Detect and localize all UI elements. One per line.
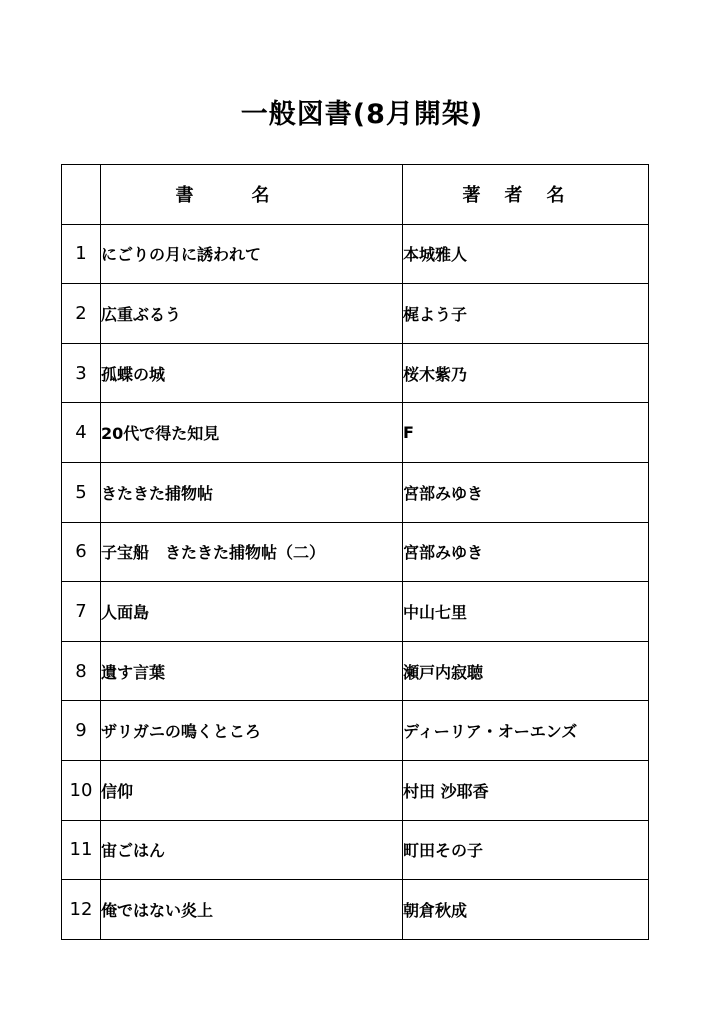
row-number: 7 xyxy=(62,582,101,642)
row-number: 12 xyxy=(62,880,101,940)
row-number: 2 xyxy=(62,284,101,344)
table-row xyxy=(62,284,649,344)
book-title: きたきた捕物帖 xyxy=(101,462,403,522)
table-row xyxy=(62,641,649,701)
book-title: 俺ではない炎上 xyxy=(101,880,403,940)
book-author: ディーリア・オーエンズ xyxy=(403,701,649,761)
book-author: 町田その子 xyxy=(403,820,649,880)
book-author: 宮部みゆき xyxy=(403,462,649,522)
book-author: 中山七里 xyxy=(403,582,649,642)
row-number: 5 xyxy=(62,462,101,522)
book-title: 信仰 xyxy=(101,760,403,820)
table-row xyxy=(62,224,649,284)
book-author: 桜木紫乃 xyxy=(403,343,649,403)
table-row xyxy=(62,880,649,940)
book-author: 梶よう子 xyxy=(403,284,649,344)
book-title: 広重ぶるう xyxy=(101,284,403,344)
book-title: 孤蝶の城 xyxy=(101,343,403,403)
row-number: 1 xyxy=(62,224,101,284)
book-title: ザリガニの鳴くところ xyxy=(101,701,403,761)
book-author: 瀬戸内寂聴 xyxy=(403,641,649,701)
header-author: 著者名 xyxy=(403,165,649,225)
row-number: 6 xyxy=(62,522,101,582)
row-number: 8 xyxy=(62,641,101,701)
table-row xyxy=(62,760,649,820)
table-row xyxy=(62,582,649,642)
header-book-title: 書名 xyxy=(101,165,403,225)
book-author: F xyxy=(403,403,649,463)
row-number: 10 xyxy=(62,760,101,820)
table-header-row xyxy=(62,165,649,225)
table-row xyxy=(62,343,649,403)
book-list-table xyxy=(61,164,649,940)
row-number: 9 xyxy=(62,701,101,761)
row-number: 3 xyxy=(62,343,101,403)
book-author: 本城雅人 xyxy=(403,224,649,284)
book-title: 宙ごはん xyxy=(101,820,403,880)
row-number: 11 xyxy=(62,820,101,880)
book-title: 20代で得た知見 xyxy=(101,403,403,463)
book-title: 人面島 xyxy=(101,582,403,642)
table-row xyxy=(62,462,649,522)
book-title: 遺す言葉 xyxy=(101,641,403,701)
book-author: 村田 沙耶香 xyxy=(403,760,649,820)
header-number xyxy=(62,165,101,225)
book-title: 子宝船 きたきた捕物帖（二） xyxy=(101,522,403,582)
row-number: 4 xyxy=(62,403,101,463)
table-row xyxy=(62,820,649,880)
table-row xyxy=(62,522,649,582)
book-author: 宮部みゆき xyxy=(403,522,649,582)
table-row xyxy=(62,403,649,463)
book-author: 朝倉秋成 xyxy=(403,880,649,940)
page-title: 一般図書(8月開架) xyxy=(240,99,484,130)
table-row xyxy=(62,701,649,761)
book-title: にごりの月に誘われて xyxy=(101,224,403,284)
